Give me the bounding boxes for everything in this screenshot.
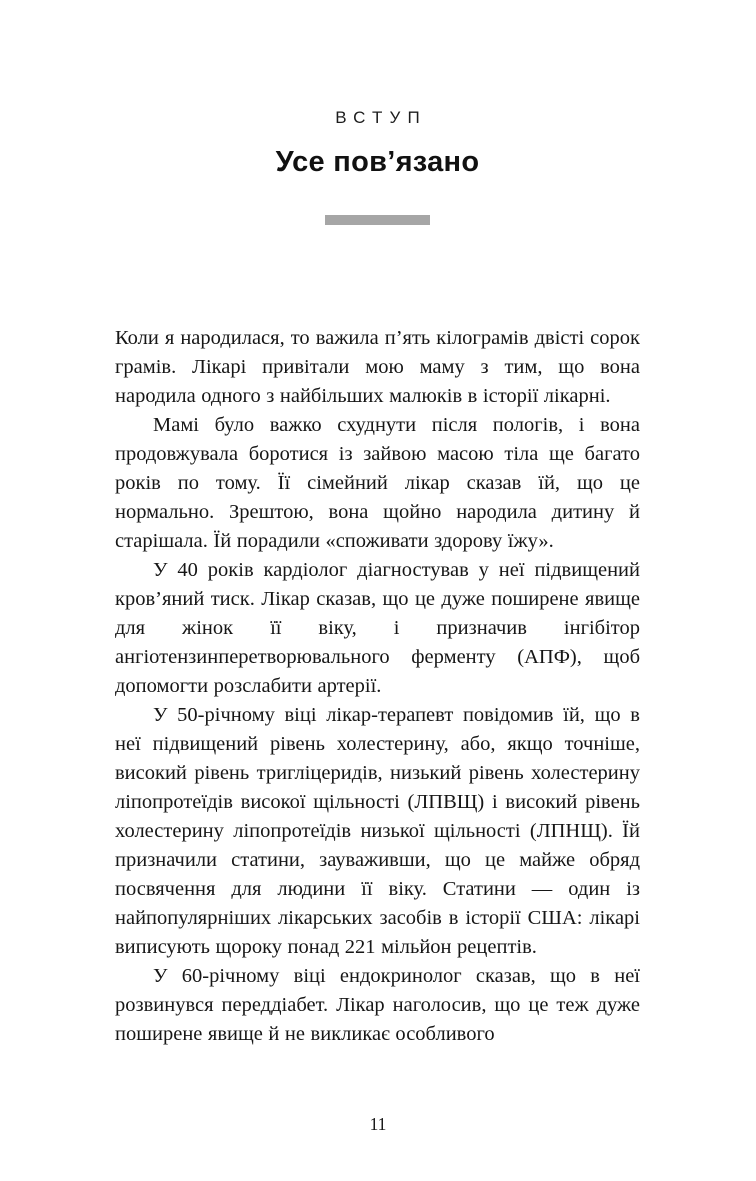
body-paragraph: У 60-річному віці ендокринолог сказав, що в неї розвинувся переддіабет. Лікар наголосив, що це теж дуже поширене явище й не викликає особливого: [115, 965, 640, 1045]
body-paragraph: У 40 років кардіолог діагностував у неї підвищений кров’яний тиск. Лікар сказав, що це дуже поширене явище для жінок її віку, і призначив інгібітор ангіотензинперетворювального ферменту (АПФ), щоб допомогти розслабити артерії.: [115, 559, 640, 697]
body-text: [115, 324, 640, 1049]
chapter-kicker: ВСТУП: [335, 108, 427, 127]
body-paragraph: У 50-річному віці лікар-терапевт повідомив їй, що в неї підвищений рівень холестерину, або, якщо точніше, високий рівень тригліцеридів, низький рівень холестерину ліпопротеїдів високої щільності (ЛПВЩ) і високий рівень холестерину ліпопротеїдів низької щільності (ЛПНЩ). Їй призначили статини, зауваживши, що це майже обряд посвячення для людини її віку. Статини — один із найпопулярніших лікарських засобів в історії США: лікарі виписують щороку понад 221 мільйон рецептів.: [115, 704, 640, 958]
section-divider-bar: [325, 215, 430, 225]
chapter-title: Усе пов’язано: [275, 146, 480, 178]
page-number: 11: [369, 1114, 387, 1134]
body-paragraph: Коли я народилася, то важила п’ять кілограмів двісті сорок грамів. Лікарі привітали мою маму з тим, що вона народила одного з найбільших малюків в історії лікарні.: [115, 327, 640, 407]
body-paragraph: Мамі було важко схуднути після пологів, і вона продовжувала боротися із зайвою масою тіла ще багато років по тому. Її сімейний лікар сказав їй, що це нормально. Зрештою, вона щойно народила дитину й старішала. Їй порадили «споживати здорову їжу».: [115, 414, 640, 552]
